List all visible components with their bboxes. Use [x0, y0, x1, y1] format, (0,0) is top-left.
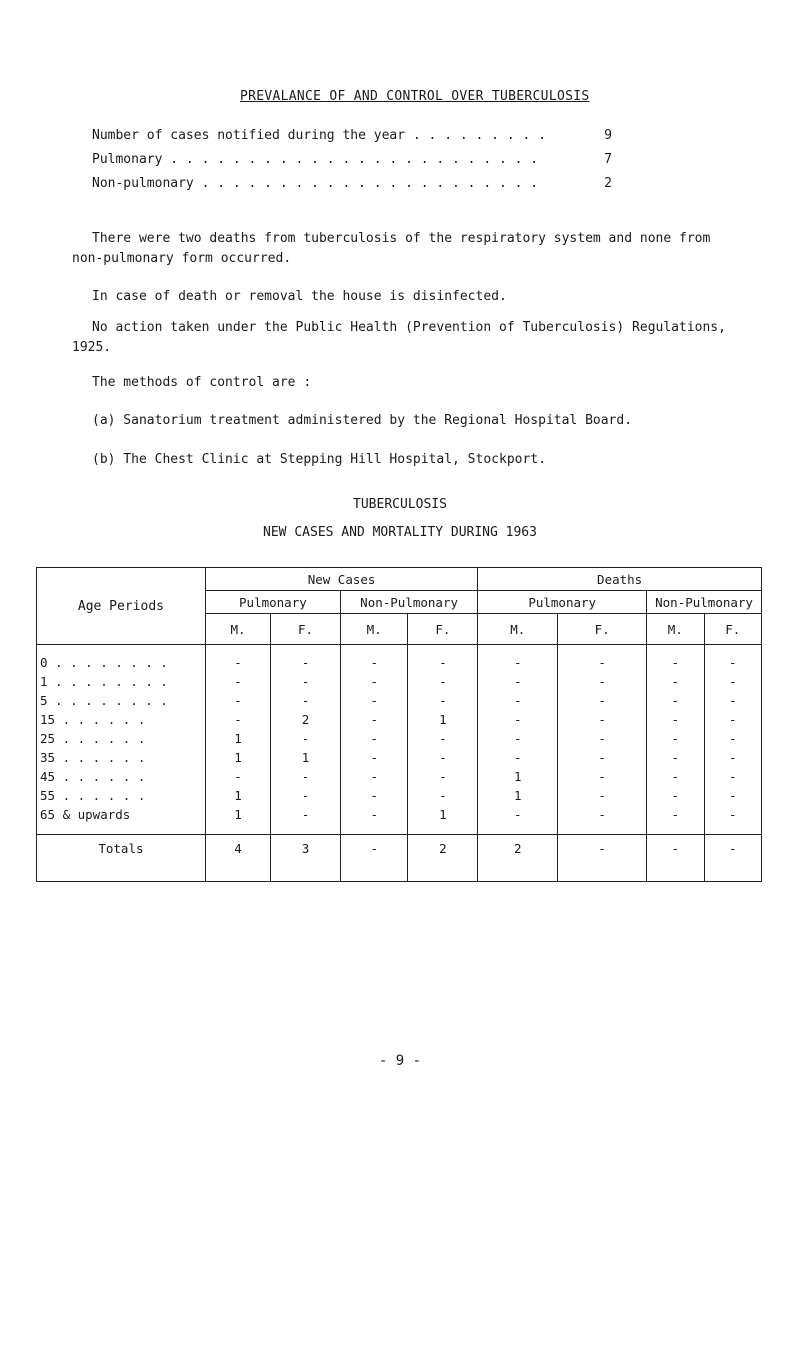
value-cell: -: [478, 672, 558, 691]
table-row: [37, 748, 762, 767]
page-title: PREVALANCE OF AND CONTROL OVER TUBERCULOSIS: [240, 89, 590, 104]
value-cell: -: [408, 645, 478, 673]
value-cell: -: [340, 729, 408, 748]
total-cell: -: [558, 835, 647, 882]
sex-f-header: F.: [271, 614, 341, 645]
table-row: [37, 710, 762, 729]
value-cell: -: [647, 748, 704, 767]
value-cell: -: [205, 767, 270, 786]
deaths-non-pulmonary-header: Non-Pulmonary: [647, 591, 762, 614]
age-period-cell: 65 & upwards: [37, 805, 206, 835]
stat-label: Number of cases notified during the year . . . . . . . . .: [92, 128, 546, 143]
value-cell: -: [704, 710, 761, 729]
deaths-pulmonary-header: Pulmonary: [478, 591, 647, 614]
value-cell: -: [340, 672, 408, 691]
table-row: [37, 691, 762, 710]
age-period-cell: 5 . . . . . . . .: [37, 691, 206, 710]
value-cell: -: [205, 672, 270, 691]
age-period-cell: 35 . . . . . .: [37, 748, 206, 767]
value-cell: -: [340, 767, 408, 786]
sex-m-header: M.: [340, 614, 408, 645]
value-cell: -: [478, 729, 558, 748]
paragraph-no-action: No action taken under the Public Health (Prevention of Tuberculosis) Regulations, 1925.: [72, 320, 726, 355]
totals-row: [37, 835, 762, 882]
stat-value: 2: [604, 176, 612, 191]
value-cell: 1: [205, 748, 270, 767]
total-cell: 3: [271, 835, 341, 882]
age-period-cell: 0 . . . . . . . .: [37, 645, 206, 673]
table-row: [37, 805, 762, 835]
stat-label: Pulmonary . . . . . . . . . . . . . . . . . . . . . . . .: [92, 152, 539, 167]
value-cell: -: [704, 748, 761, 767]
value-cell: -: [271, 645, 341, 673]
age-period-cell: 45 . . . . . .: [37, 767, 206, 786]
value-cell: -: [558, 805, 647, 835]
value-cell: -: [704, 672, 761, 691]
value-cell: -: [647, 729, 704, 748]
table-row: [37, 767, 762, 786]
value-cell: -: [205, 691, 270, 710]
section-title: TUBERCULOSIS: [353, 497, 447, 512]
total-cell: -: [704, 835, 761, 882]
sex-m-header: M.: [647, 614, 704, 645]
value-cell: -: [408, 672, 478, 691]
value-cell: 1: [408, 710, 478, 729]
value-cell: -: [704, 645, 761, 673]
value-cell: -: [205, 645, 270, 673]
stat-label: Non-pulmonary . . . . . . . . . . . . . . . . . . . . . .: [92, 176, 539, 191]
value-cell: -: [478, 710, 558, 729]
paragraph-deaths: There were two deaths from tuberculosis of the respiratory system and none from non-pulmonary form occurred.: [72, 231, 711, 266]
paragraph-methods: The methods of control are :: [92, 375, 312, 390]
value-cell: -: [558, 748, 647, 767]
value-cell: -: [408, 691, 478, 710]
value-cell: -: [408, 729, 478, 748]
value-cell: -: [647, 645, 704, 673]
value-cell: 1: [205, 729, 270, 748]
value-cell: -: [271, 729, 341, 748]
new-non-pulmonary-header: Non-Pulmonary: [340, 591, 477, 614]
value-cell: -: [558, 645, 647, 673]
paragraph-method-a: (a) Sanatorium treatment administered by the Regional Hospital Board.: [92, 413, 633, 428]
value-cell: -: [340, 691, 408, 710]
page-number: - 9 -: [378, 1053, 422, 1069]
value-cell: -: [558, 729, 647, 748]
totals-label: Totals: [37, 835, 206, 882]
value-cell: -: [647, 786, 704, 805]
table-body: [37, 645, 762, 835]
total-cell: 2: [478, 835, 558, 882]
value-cell: 1: [408, 805, 478, 835]
table-row: [37, 786, 762, 805]
section-subtitle: NEW CASES AND MORTALITY DURING 1963: [263, 525, 537, 540]
value-cell: -: [340, 710, 408, 729]
value-cell: -: [408, 748, 478, 767]
stat-non-pulmonary: [92, 176, 612, 191]
sex-f-header: F.: [704, 614, 761, 645]
value-cell: -: [558, 786, 647, 805]
value-cell: -: [558, 710, 647, 729]
age-periods-header: Age Periods: [37, 568, 206, 645]
value-cell: 1: [271, 748, 341, 767]
total-cell: 4: [205, 835, 270, 882]
sex-m-header: M.: [478, 614, 558, 645]
value-cell: -: [271, 786, 341, 805]
age-period-cell: 25 . . . . . .: [37, 729, 206, 748]
value-cell: -: [478, 805, 558, 835]
value-cell: -: [340, 786, 408, 805]
value-cell: -: [647, 672, 704, 691]
total-cell: -: [340, 835, 408, 882]
paragraph-method-b: (b) The Chest Clinic at Stepping Hill Hospital, Stockport.: [92, 452, 546, 467]
value-cell: 1: [205, 805, 270, 835]
value-cell: -: [704, 786, 761, 805]
age-period-cell: 1 . . . . . . . .: [37, 672, 206, 691]
table-row: [37, 672, 762, 691]
stat-notified: [92, 128, 612, 143]
value-cell: 1: [478, 786, 558, 805]
age-period-cell: 55 . . . . . .: [37, 786, 206, 805]
new-cases-header: New Cases: [205, 568, 477, 591]
value-cell: -: [647, 767, 704, 786]
value-cell: -: [704, 767, 761, 786]
stat-pulmonary: [92, 152, 612, 167]
value-cell: -: [340, 805, 408, 835]
value-cell: -: [647, 710, 704, 729]
value-cell: -: [558, 691, 647, 710]
age-period-cell: 15 . . . . . .: [37, 710, 206, 729]
value-cell: -: [340, 645, 408, 673]
value-cell: -: [478, 748, 558, 767]
stat-value: 7: [604, 152, 612, 167]
value-cell: -: [408, 786, 478, 805]
value-cell: -: [558, 767, 647, 786]
value-cell: 2: [271, 710, 341, 729]
value-cell: -: [271, 672, 341, 691]
table-row: [37, 645, 762, 673]
table-row: [37, 729, 762, 748]
value-cell: -: [704, 729, 761, 748]
value-cell: -: [340, 748, 408, 767]
value-cell: -: [704, 691, 761, 710]
value-cell: -: [205, 710, 270, 729]
total-cell: 2: [408, 835, 478, 882]
deaths-header: Deaths: [478, 568, 762, 591]
value-cell: -: [271, 805, 341, 835]
value-cell: -: [478, 645, 558, 673]
value-cell: 1: [205, 786, 270, 805]
value-cell: -: [271, 691, 341, 710]
new-pulmonary-header: Pulmonary: [205, 591, 340, 614]
value-cell: -: [647, 691, 704, 710]
value-cell: -: [408, 767, 478, 786]
sex-m-header: M.: [205, 614, 270, 645]
value-cell: -: [704, 805, 761, 835]
tuberculosis-table: [36, 567, 762, 882]
value-cell: -: [478, 691, 558, 710]
value-cell: -: [558, 672, 647, 691]
total-cell: -: [647, 835, 704, 882]
value-cell: -: [271, 767, 341, 786]
stat-value: 9: [604, 128, 612, 143]
sex-f-header: F.: [558, 614, 647, 645]
paragraph-disinfect: In case of death or removal the house is disinfected.: [92, 289, 507, 304]
value-cell: -: [647, 805, 704, 835]
sex-f-header: F.: [408, 614, 478, 645]
value-cell: 1: [478, 767, 558, 786]
